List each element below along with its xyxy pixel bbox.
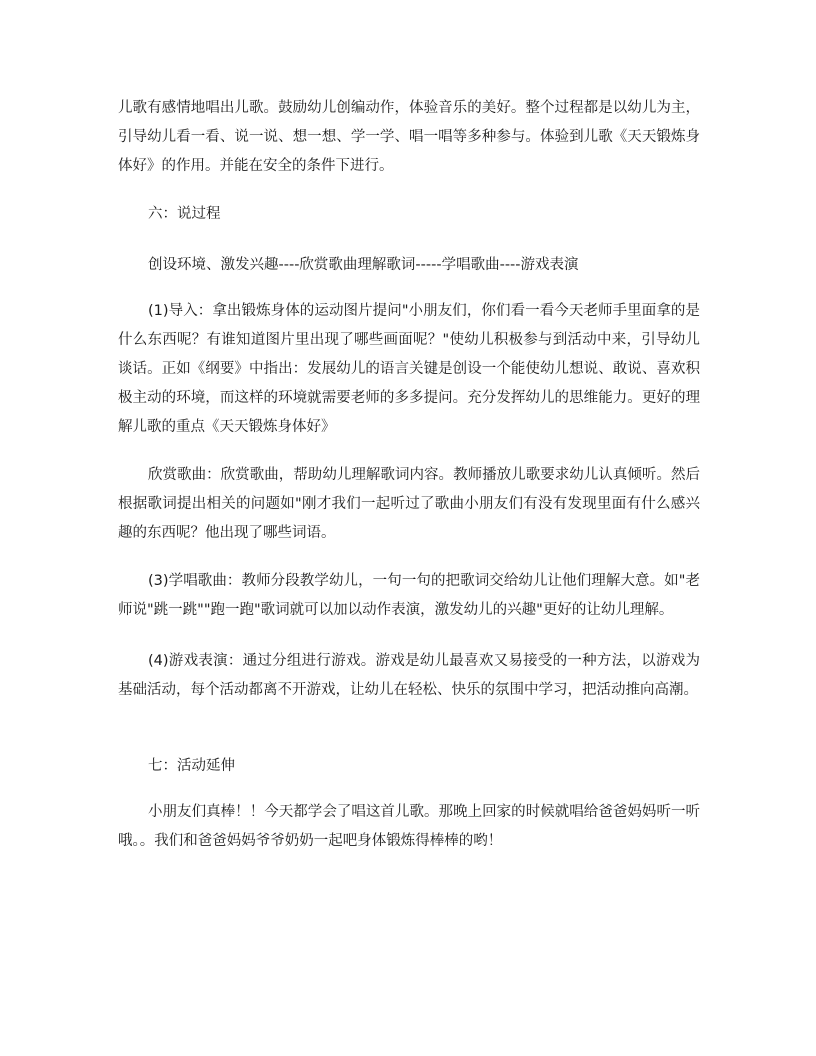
- paragraph-intro-continuation: 儿歌有感情地唱出儿歌。鼓励幼儿创编动作，体验音乐的美好。整个过程都是以幼儿为主，引导幼儿看一看、说一说、想一想、学一学、唱一唱等多种参与。体验到儿歌《天天锻炼身体好》的作用。并能在安全的条件下进行。: [118, 100, 700, 174]
- section-heading-extension: 七：活动延伸: [148, 758, 235, 774]
- paragraph-extension-content: 小朋友们真棒！！今天都学会了唱这首儿歌。那晚上回家的时候就唱给爸爸妈妈听一听哦。。我们和爸爸妈妈爷爷奶奶一起吧身体锻炼得棒棒的哟！: [118, 804, 700, 849]
- section-heading-process: 六：说过程: [148, 206, 221, 222]
- paragraph-process-outline: 创设环境、激发兴趣----欣赏歌曲理解歌词-----学唱歌曲----游戏表演: [148, 257, 579, 273]
- paragraph-step-game-performance: (4)游戏表演：通过分组进行游戏。游戏是幼儿最喜欢又易接受的一种方法，以游戏为基础活动，每个活动都离不开游戏，让幼儿在轻松、快乐的氛围中学习，把活动推向高潮。: [118, 653, 700, 698]
- paragraph-step-appreciate-song: 欣赏歌曲：欣赏歌曲，帮助幼儿理解歌词内容。教师播放儿歌要求幼儿认真倾听。然后根据歌词提出相关的问题如"刚才我们一起听过了歌曲小朋友们有没有发现里面有什么感兴趣的东西呢？他出现了哪些词语。: [118, 467, 700, 541]
- paragraph-step-learn-song: (3)学唱歌曲：教师分段教学幼儿，一句一句的把歌词交给幼儿让他们理解大意。如"老师说"跳一跳""跑一跑"歌词就可以加以动作表演，激发幼儿的兴趣"更好的让幼儿理解。: [118, 573, 700, 618]
- paragraph-step-introduction: (1)导入：拿出锻炼身体的运动图片提问"小朋友们，你们看一看今天老师手里面拿的是什么东西呢？有谁知道图片里出现了哪些画面呢？"使幼儿积极参与到活动中来，引导幼儿谈话。正如《纲要》中指出：发展幼儿的语言关键是创设一个能使幼儿想说、敢说、喜欢积极主动的环境，而这样的环境就需要老师的多多提问。充分发挥幼儿的思维能力。更好的理解儿歌的重点《天天锻炼身体好》: [118, 303, 700, 435]
